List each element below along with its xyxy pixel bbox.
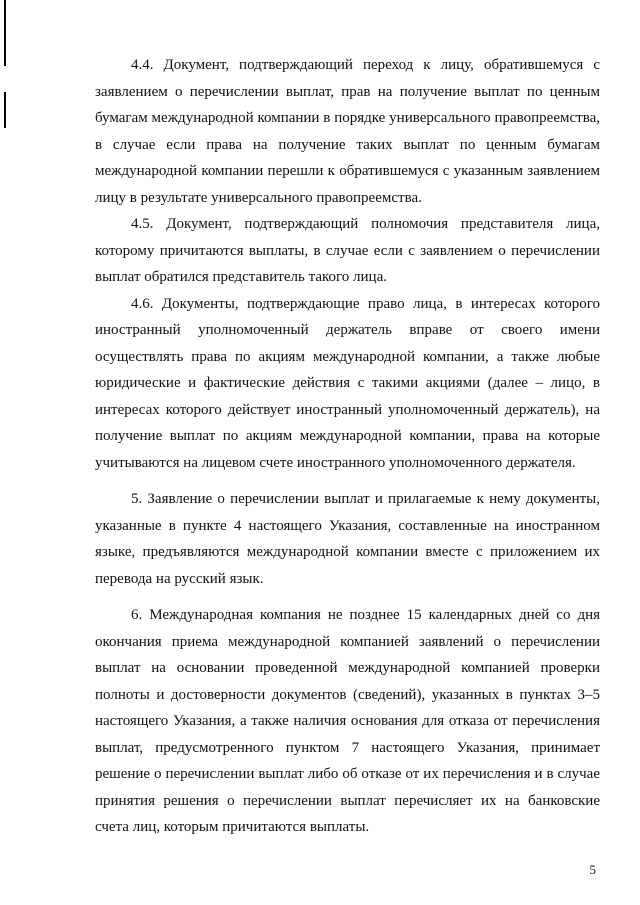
paragraph-6: 6. Международная компания не позднее 15 календарных дней со дня окончания приема международной компанией заявлений о перечислении выплат на основании проведенной международной компанией проверки полноты и достоверности документов (сведений), указанных в пунктах 3–5 настоящего Указания, а также наличия основания для отказа от перечисления выплат, предусмотренного пунктом 7 настоящего Указания, принимает решение о перечислении выплат либо об отказе от их перечисления и в случае принятия решения о перечислении выплат перечисляет их на банковские счета лиц, которым причитаются выплаты.	[95, 607, 600, 835]
paragraph-4-6: 4.6. Документы, подтверждающие право лица, в интересах которого иностранный уполномоченный держатель вправе от своего имени осуществлять права по акциям международной компании, а также любые юридические и фактические действия с такими акциями (далее – лицо, в интересах которого действует иностранный уполномоченный держатель), на получение выплат по акциям международной компании, права на которые учитываются на лицевом счете иностранного уполномоченного держателя.	[95, 295, 600, 471]
scan-edge-mark	[4, 0, 6, 66]
scan-edge-mark	[4, 92, 6, 128]
paragraph-4-5: 4.5. Документ, подтверждающий полномочия представителя лица, которому причитаются выплаты, в случае если с заявлением о перечислении выплат обратился представитель такого лица.	[95, 216, 600, 285]
paragraph-5: 5. Заявление о перечислении выплат и прилагаемые к нему документы, указанные в пункте 4 настоящего Указания, составленные на иностранном языке, предъявляются международной компании вместе с приложением их перевода на русский язык.	[95, 491, 600, 587]
document-body	[95, 52, 600, 841]
page-number: 5	[589, 862, 596, 877]
paragraph-4-4: 4.4. Документ, подтверждающий переход к лицу, обратившемуся с заявлением о перечислении выплат, прав на получение выплат по ценным бумагам международной компании в порядке универсального правопреемства, в случае если права на получение таких выплат по ценным бумагам международной компании перешли к обратившемуся с указанным заявлением лицу в результате универсального правопреемства.	[95, 57, 600, 206]
